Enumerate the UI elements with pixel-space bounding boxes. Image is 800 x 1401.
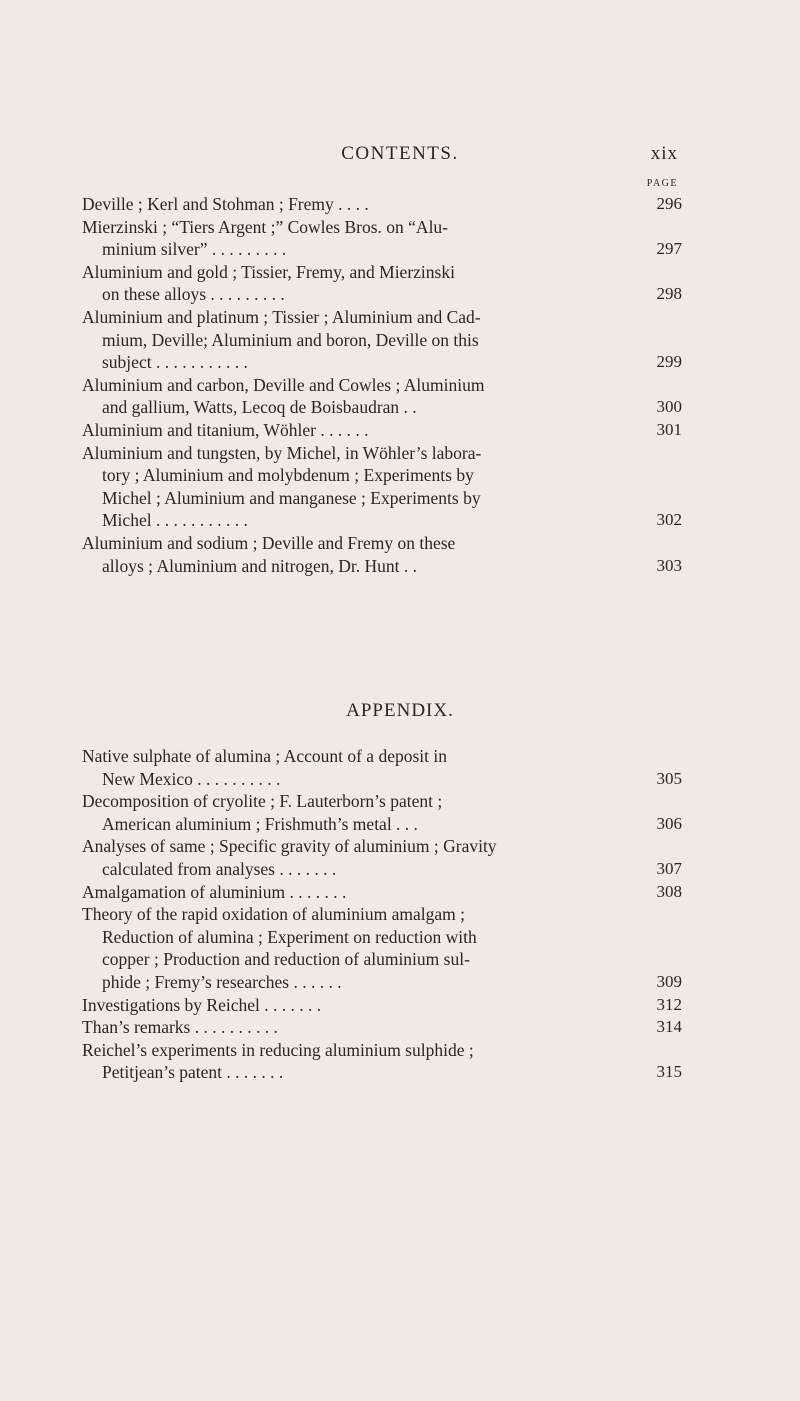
entry-line: minium silver” . . . . . . . . .: [102, 239, 287, 260]
entry-line: calculated from analyses . . . . . . .: [102, 858, 337, 879]
entry-line: Aluminium and sodium ; Deville and Fremy on these: [82, 533, 456, 553]
contents-entry: [82, 835, 682, 880]
entry-line: alloys ; Aluminium and nitrogen, Dr. Hunt . .: [102, 555, 417, 576]
contents-entry: [82, 532, 682, 577]
contents-entry: [82, 419, 682, 442]
entry-page-number: 307: [656, 858, 682, 878]
entry-page-number: 297: [656, 239, 682, 259]
contents-entry: [82, 745, 682, 790]
entry-line: Native sulphate of alumina ; Account of a deposit in: [82, 746, 447, 766]
entry-page-number: 301: [656, 420, 682, 439]
entry-line: Aluminium and titanium, Wöhler . . . . . .: [82, 420, 369, 440]
entry-line: Analyses of same ; Specific gravity of aluminium ; Gravity: [82, 836, 497, 857]
entry-line: Aluminium and platinum ; Tissier ; Aluminium and Cad-: [82, 307, 481, 327]
entry-line: Mierzinski ; “Tiers Argent ;” Cowles Bros. on “Alu-: [82, 216, 449, 237]
entry-page-number: 312: [656, 994, 682, 1014]
entry-line: Aluminium and carbon, Deville and Cowles ; Aluminium: [82, 374, 485, 395]
contents-entry: [82, 216, 682, 261]
entry-line: American aluminium ; Frishmuth’s metal . . .: [102, 813, 418, 834]
entry-page-number: 303: [656, 555, 682, 575]
entry-line: copper ; Production and reduction of aluminium sul-: [102, 949, 470, 970]
entry-line: Petitjean’s patent . . . . . . .: [102, 1062, 284, 1083]
entry-page-number: 314: [656, 1017, 682, 1037]
page-folio: xix: [650, 143, 678, 164]
entry-line: Michel . . . . . . . . . . .: [102, 510, 248, 531]
entry-line: Michel ; Aluminium and manganese ; Experiments by: [102, 487, 481, 508]
running-header: [0, 143, 800, 167]
entry-page-number: 309: [656, 971, 682, 991]
page-title: CONTENTS.: [341, 143, 459, 164]
entry-page-number: 299: [656, 352, 682, 372]
entry-line: Amalgamation of aluminium . . . . . . .: [82, 881, 347, 902]
contents-entry: [82, 306, 682, 374]
contents-entry: [82, 442, 682, 532]
page-column-label: PAGE: [646, 178, 678, 189]
entry-line: subject . . . . . . . . . . .: [102, 352, 248, 373]
entry-line: and gallium, Watts, Lecoq de Boisbaudran . .: [102, 397, 417, 418]
entry-line: Theory of the rapid oxidation of aluminium amalgam ;: [82, 904, 465, 925]
appendix-heading: APPENDIX.: [346, 700, 454, 721]
contents-entry: [82, 994, 682, 1017]
entry-line: Investigations by Reichel . . . . . . .: [82, 994, 322, 1015]
entry-line: on these alloys . . . . . . . . .: [102, 284, 285, 305]
contents-entry: [82, 903, 682, 993]
entry-line: Decomposition of cryolite ; F. Lauterborn’s patent ;: [82, 791, 443, 812]
entry-line: tory ; Aluminium and molybdenum ; Experiments by: [102, 465, 474, 486]
entry-line: Aluminium and tungsten, by Michel, in Wöhler’s labora-: [82, 442, 482, 463]
entry-line: phide ; Fremy’s researches . . . . . .: [102, 971, 342, 992]
entry-page-number: 305: [656, 768, 682, 788]
contents-entry: [82, 193, 682, 216]
entry-line: Than’s remarks . . . . . . . . . .: [82, 1017, 278, 1038]
entry-page-number: 302: [656, 510, 682, 530]
entry-page-number: 298: [656, 284, 682, 304]
contents-entry: [82, 374, 682, 419]
entry-line: Reduction of alumina ; Experiment on reduction with: [102, 926, 477, 947]
entry-page-number: 308: [656, 881, 682, 901]
contents-entry: [82, 1039, 682, 1084]
entry-line: Aluminium and gold ; Tissier, Fremy, and Mierzinski: [82, 261, 455, 282]
entry-line: mium, Deville; Aluminium and boron, Deville on this: [102, 329, 479, 350]
contents-entry: [82, 261, 682, 306]
contents-entry: [82, 881, 682, 904]
entry-line: Deville ; Kerl and Stohman ; Fremy . . . .: [82, 194, 369, 214]
entry-page-number: 296: [656, 194, 682, 213]
entry-page-number: 300: [656, 397, 682, 417]
entry-page-number: 306: [656, 813, 682, 833]
contents-entry: [82, 1016, 682, 1039]
entry-line: Reichel’s experiments in reducing aluminium sulphide ;: [82, 1039, 474, 1060]
entry-line: New Mexico . . . . . . . . . .: [102, 768, 281, 789]
entry-page-number: 315: [656, 1062, 682, 1082]
contents-entry: [82, 790, 682, 835]
